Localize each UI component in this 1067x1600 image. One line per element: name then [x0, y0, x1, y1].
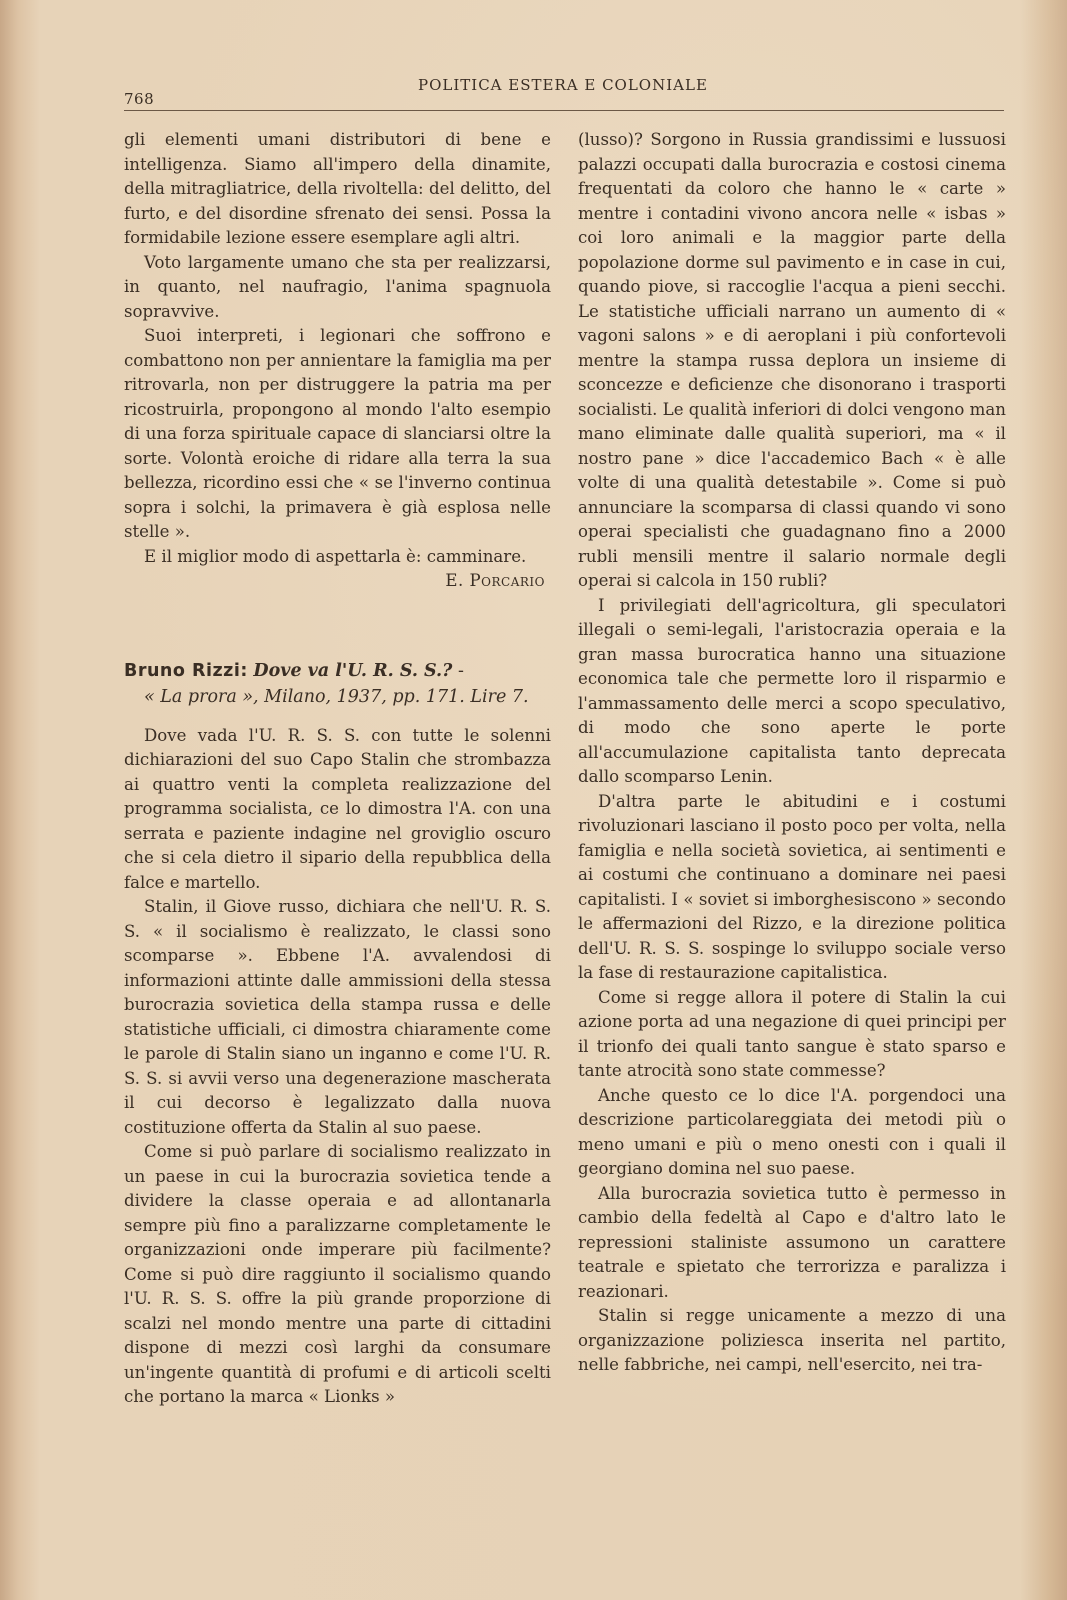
- paragraph: Stalin, il Giove russo, dichiara che nell'U. R. S. S. « il socialismo è realizzato, le classi sono scomparse ». Ebbene l'A. avvalendosi di informazioni attinte dalle ammissioni della stessa burocrazia sovietica della stampa russa e delle statistiche ufficiali, ci dimostra chiaramente come le parole di Stalin siano un inganno e come l'U. R. S. S. si avvii verso una degenerazione mascherata il cui decorso è legalizzato dalla nuova costituzione offerta da Stalin al suo paese.: [124, 897, 551, 1137]
- review-publication: « La prora », Milano, 1937, pp. 171. Lire 7.: [144, 686, 529, 707]
- review-body: [124, 724, 551, 1410]
- page-header: [124, 70, 1004, 110]
- article-signature: E. Porcario: [445, 571, 545, 590]
- review-book-title: Dove va l'U. R. S. S.?: [253, 660, 453, 681]
- paragraph: Alla burocrazia sovietica tutto è permesso in cambio della fedeltà al Capo e d'altro lato le repressioni staliniste assumono un carattere teatrale e spietato che terrorizza e paralizza i reazionari.: [578, 1183, 1006, 1301]
- paragraph: D'altra parte le abitudini e i costumi rivoluzionari lasciano il posto poco per volta, nella famiglia e nella società sovietica, ai sentimenti e ai costumi che continuano a dominare nei paesi capitalisti. I « soviet si imborghesiscono » secondo le affermazioni del Rizzo, e la direzione politica dell'U. R. S. S. sospinge lo sviluppo sociale verso la fase di restaurazione capitalistica.: [578, 791, 1006, 982]
- paragraph: Come si può parlare di socialismo realizzato in un paese in cui la burocrazia sovietica tende a dividere la classe operaia e ad allontanarla sempre più fino a paralizzarne completamente le organizzazioni onde imperare più facilmente? Come si può dire raggiunto il socialismo quando l'U. R. S. S. offre la più grande proporzione di scalzi nel mondo mentre una parte di cittadini dispone di mezzi così larghi da consumare un'ingente quantità di profumi e di articoli scelti che portano la marca « Lionks »: [124, 1142, 551, 1406]
- paragraph: Anche questo ce lo dice l'A. porgendoci una descrizione particolareggiata dei metodi più o meno umani e più o meno onesti con i quali il georgiano domina nel suo paese.: [578, 1085, 1006, 1178]
- left-column: [124, 128, 551, 1410]
- paragraph: Voto largamente umano che sta per realizzarsi, in quanto, nel naufragio, l'anima spagnuola sopravvive.: [124, 252, 551, 321]
- page-number: 768: [124, 90, 155, 108]
- paragraph: Suoi interpreti, i legionari che soffrono e combattono non per annientare la famiglia ma per ritrovarla, non per distruggere la patria ma per ricostruirla, propongono al mondo l'alto esempio di una forza spirituale capace di slanciarsi oltre la sorte. Volontà eroiche di ridare alla terra la sua bellezza, ricordino essi che « se l'inverno continua sopra i solchi, la primavera è già esplosa nelle stelle ».: [124, 326, 551, 541]
- paragraph: E il miglior modo di aspettarla è: camminare.: [144, 546, 527, 566]
- paragraph: Stalin si regge unicamente a mezzo di una organizzazione poliziesca inserita nel partito, nelle fabbriche, nei campi, nell'esercito, nei tra-: [578, 1306, 1006, 1374]
- paragraph: I privilegiati dell'agricoltura, gli speculatori illegali o semi-legali, l'aristocrazia operaia e la gran massa burocratica hanno una situazione economica tale che permette loro il risparmio e l'ammassamento delle merci a scopo speculativo, di modo che sono aperte le porte all'accumulazione capitalista tanto deprecata dallo scomparso Lenin.: [578, 595, 1006, 786]
- review-separator: -: [457, 660, 464, 681]
- review-author: Bruno Rizzi:: [124, 660, 248, 681]
- running-title: POLITICA ESTERA E COLONIALE: [418, 76, 708, 94]
- paragraph: (lusso)? Sorgono in Russia grandissimi e lussuosi palazzi occupati dalla burocrazia e costosi cinema frequentati da coloro che hanno le « carte » mentre i contadini vivono ancora nelle « isbas » coi loro animali e la maggior parte della popolazione dorme sul pavimento e in case in cui, quando piove, si raccoglie l'acqua a pieni secchi. Le statistiche ufficiali narrano un aumento di « vagoni salons » e di aeroplani i più confortevoli mentre la stampa russa deplora un insieme di sconcezze e deficienze che disonorano i trasporti socialisti. Le qualità inferiori di dolci vengono man mano eliminate dalle qualità superiori, ma « il nostro pane » dice l'accademico Bach « è alle volte di una qualità detestabile ». Come si può annunciare la scomparsa di classi quando vi sono operai specialisti che guadagnano fino a 2000 rubli mensili mentre il salario normale degli operai si calcola in 150 rubli?: [578, 130, 1006, 590]
- review-heading: [124, 658, 551, 710]
- paragraph: Dove vada l'U. R. S. S. con tutte le solenni dichiarazioni del suo Capo Stalin che strombazza ai quattro venti la completa realizzazione del programma socialista, ce lo dimostra l'A. con una serrata e paziente indagine nel groviglio oscuro che si cela dietro il sipario della repubblica della falce e martello.: [124, 725, 551, 892]
- paragraph: gli elementi umani distributori di bene e intelligenza. Siamo all'impero della dinamite, della mitragliatrice, della rivoltella: del delitto, del furto, e del disordine sfrenato dei sensi. Possa la formidabile lezione essere esemplare agli altri.: [124, 130, 551, 247]
- right-column: [578, 128, 1006, 1378]
- paragraph: Come si regge allora il potere di Stalin la cui azione porta ad una negazione di quei principi per il trionfo dei quali tanto sangue è stato sparso e tante atrocità sono state commesse?: [578, 987, 1006, 1080]
- header-rule: [124, 110, 1004, 111]
